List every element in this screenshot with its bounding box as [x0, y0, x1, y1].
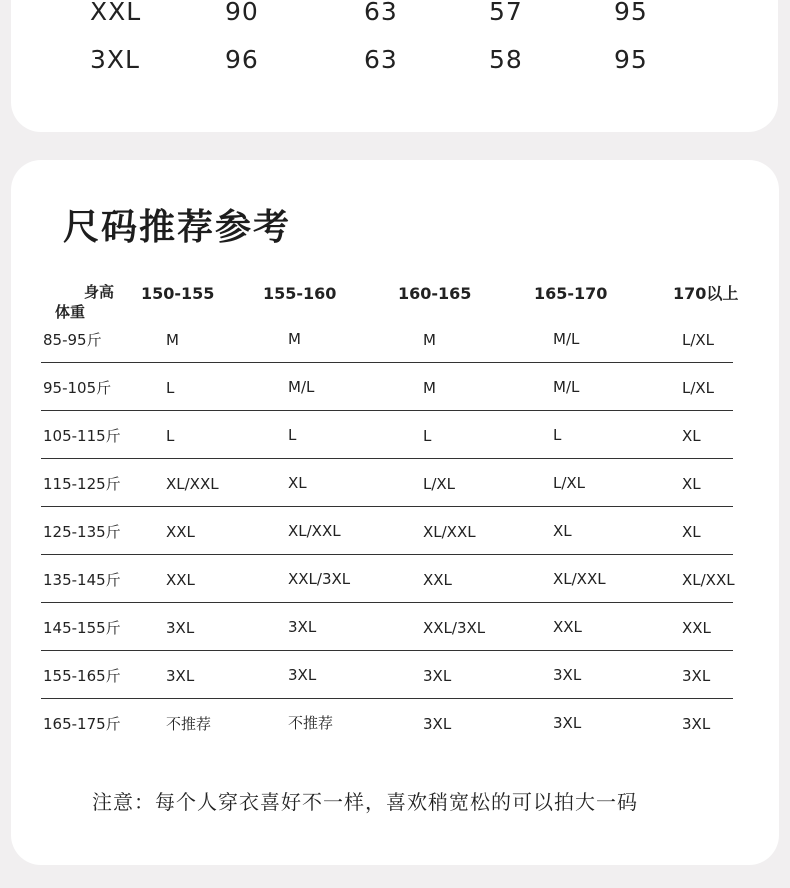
- recommended-size: M/L: [288, 378, 315, 396]
- row-divider: [41, 698, 733, 699]
- row-divider: [41, 506, 733, 507]
- recommended-size: L: [553, 426, 562, 444]
- measure-value: 63: [364, 0, 398, 26]
- row-divider: [41, 362, 733, 363]
- recommended-size: XXL: [166, 523, 195, 541]
- recommended-size: M/L: [553, 378, 580, 396]
- recommended-size: 3XL: [288, 666, 317, 684]
- weight-label: 165-175斤: [43, 715, 121, 733]
- recommended-size: 3XL: [166, 619, 195, 637]
- recommended-size: 3XL: [288, 618, 317, 636]
- measure-value: 95: [614, 0, 648, 26]
- table-row: [11, 522, 779, 568]
- size-note: 注意：每个人穿衣喜好不一样，喜欢稍宽松的可以拍大一码: [92, 790, 638, 814]
- recommended-size: 不推荐: [288, 714, 334, 732]
- table-row: [11, 618, 779, 664]
- measure-value: 57: [489, 0, 523, 26]
- table-row: [11, 570, 779, 616]
- recommended-size: M: [288, 330, 301, 348]
- row-divider: [41, 554, 733, 555]
- recommended-size: M: [423, 379, 436, 397]
- recommended-size: M/L: [553, 330, 580, 348]
- recommended-size: XL: [682, 475, 701, 493]
- size-label: 3XL: [90, 45, 140, 74]
- row-divider: [41, 410, 733, 411]
- recommended-size: XL/XXL: [553, 570, 606, 588]
- recommended-size: XXL: [166, 571, 195, 589]
- measure-value: 96: [225, 45, 259, 74]
- weight-label: 135-145斤: [43, 571, 121, 589]
- height-column-header: 160-165: [398, 284, 472, 303]
- recommended-size: 不推荐: [166, 715, 212, 733]
- recommended-size: XXL/3XL: [423, 619, 486, 637]
- height-column-header: 165-170: [534, 284, 608, 303]
- recommended-size: 3XL: [682, 715, 711, 733]
- weight-label: 155-165斤: [43, 667, 121, 685]
- recommended-size: XXL: [682, 619, 711, 637]
- recommended-size: L: [288, 426, 297, 444]
- recommended-size: L: [423, 427, 432, 445]
- table-row: [11, 474, 779, 520]
- size-chart-row: [11, 40, 778, 80]
- recommended-size: 3XL: [166, 667, 195, 685]
- recommended-size: XL/XXL: [682, 571, 735, 589]
- row-divider: [41, 602, 733, 603]
- weight-label: 105-115斤: [43, 427, 121, 445]
- corner-height-label: 身高: [84, 283, 115, 301]
- measure-value: 95: [614, 45, 648, 74]
- table-row: [11, 666, 779, 712]
- table-row: [11, 330, 779, 376]
- recommended-size: XL: [288, 474, 307, 492]
- recommended-size: 3XL: [553, 666, 582, 684]
- measure-value: 58: [489, 45, 523, 74]
- page-title: 尺码推荐参考: [63, 207, 292, 248]
- recommended-size: XL: [682, 523, 701, 541]
- recommended-size: M: [423, 331, 436, 349]
- measure-value: 90: [225, 0, 259, 26]
- recommended-size: 3XL: [553, 714, 582, 732]
- table-row: [11, 714, 779, 760]
- recommended-size: M: [166, 331, 179, 349]
- table-row: [11, 378, 779, 424]
- row-divider: [41, 458, 733, 459]
- recommended-size: XL/XXL: [166, 475, 219, 493]
- height-column-header: 155-160: [263, 284, 337, 303]
- recommended-size: L: [166, 379, 175, 397]
- size-chart-card: [11, 0, 778, 132]
- recommended-size: XXL: [553, 618, 582, 636]
- size-label: XXL: [90, 0, 142, 26]
- recommended-size: L/XL: [682, 379, 715, 397]
- recommended-size: XXL: [423, 571, 452, 589]
- weight-label: 115-125斤: [43, 475, 121, 493]
- weight-label: 85-95斤: [43, 331, 102, 349]
- recommended-size: XXL/3XL: [288, 570, 351, 588]
- recommended-size: 3XL: [682, 667, 711, 685]
- recommended-size: XL: [682, 427, 701, 445]
- size-recommendation-card: [11, 160, 779, 865]
- recommended-size: L/XL: [682, 331, 715, 349]
- recommended-size: XL/XXL: [423, 523, 476, 541]
- row-divider: [41, 650, 733, 651]
- recommended-size: 3XL: [423, 667, 452, 685]
- recommended-size: L/XL: [553, 474, 586, 492]
- corner-weight-label: 体重: [55, 303, 86, 321]
- table-row: [11, 426, 779, 472]
- recommended-size: XL/XXL: [288, 522, 341, 540]
- weight-label: 145-155斤: [43, 619, 121, 637]
- height-column-header: 150-155: [141, 284, 215, 303]
- recommended-size: XL: [553, 522, 572, 540]
- measure-value: 63: [364, 45, 398, 74]
- weight-label: 95-105斤: [43, 379, 112, 397]
- recommended-size: L: [166, 427, 175, 445]
- size-chart-row: [11, 0, 778, 32]
- weight-label: 125-135斤: [43, 523, 121, 541]
- recommended-size: L/XL: [423, 475, 456, 493]
- height-column-header: 170以上: [673, 284, 739, 303]
- recommended-size: 3XL: [423, 715, 452, 733]
